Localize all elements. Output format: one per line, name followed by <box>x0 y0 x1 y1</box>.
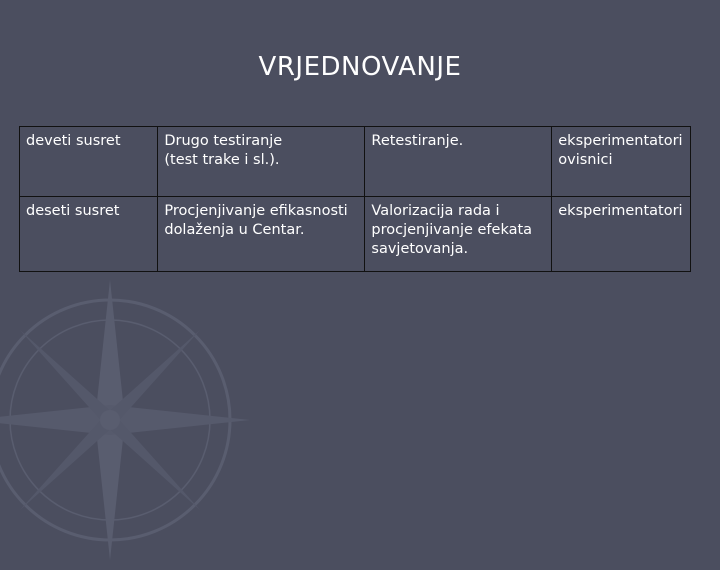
target-group-line: eksperimentatori <box>558 203 683 219</box>
activity-cell <box>158 197 365 272</box>
session-cell <box>20 127 158 197</box>
evaluation-line: Valorizacija rada i <box>371 203 500 219</box>
slide-title: VRJEDNOVANJE <box>258 52 462 82</box>
table-row <box>20 127 691 197</box>
target-group-cell <box>552 127 691 197</box>
session-label: deseti susret <box>26 203 120 219</box>
activity-line: (test trake i sl.). <box>164 152 280 168</box>
evaluation-table <box>19 126 691 272</box>
table-row <box>20 197 691 272</box>
activity-line: Procjenjivanje efikasnosti <box>164 203 348 219</box>
evaluation-line: savjetovanja. <box>371 241 469 257</box>
evaluation-cell <box>365 197 552 272</box>
activity-line: dolaženja u Centar. <box>164 222 305 238</box>
activity-cell <box>158 127 365 197</box>
evaluation-cell <box>365 127 552 197</box>
session-cell <box>20 197 158 272</box>
target-group-line: ovisnici <box>558 152 613 168</box>
compass-watermark-icon <box>0 270 260 570</box>
target-group-cell <box>552 197 691 272</box>
evaluation-line: Retestiranje. <box>371 133 464 149</box>
session-label: deveti susret <box>26 133 121 149</box>
activity-line: Drugo testiranje <box>164 133 283 149</box>
target-group-line: eksperimentatori <box>558 133 683 149</box>
evaluation-line: procjenjivanje efekata <box>371 222 533 238</box>
